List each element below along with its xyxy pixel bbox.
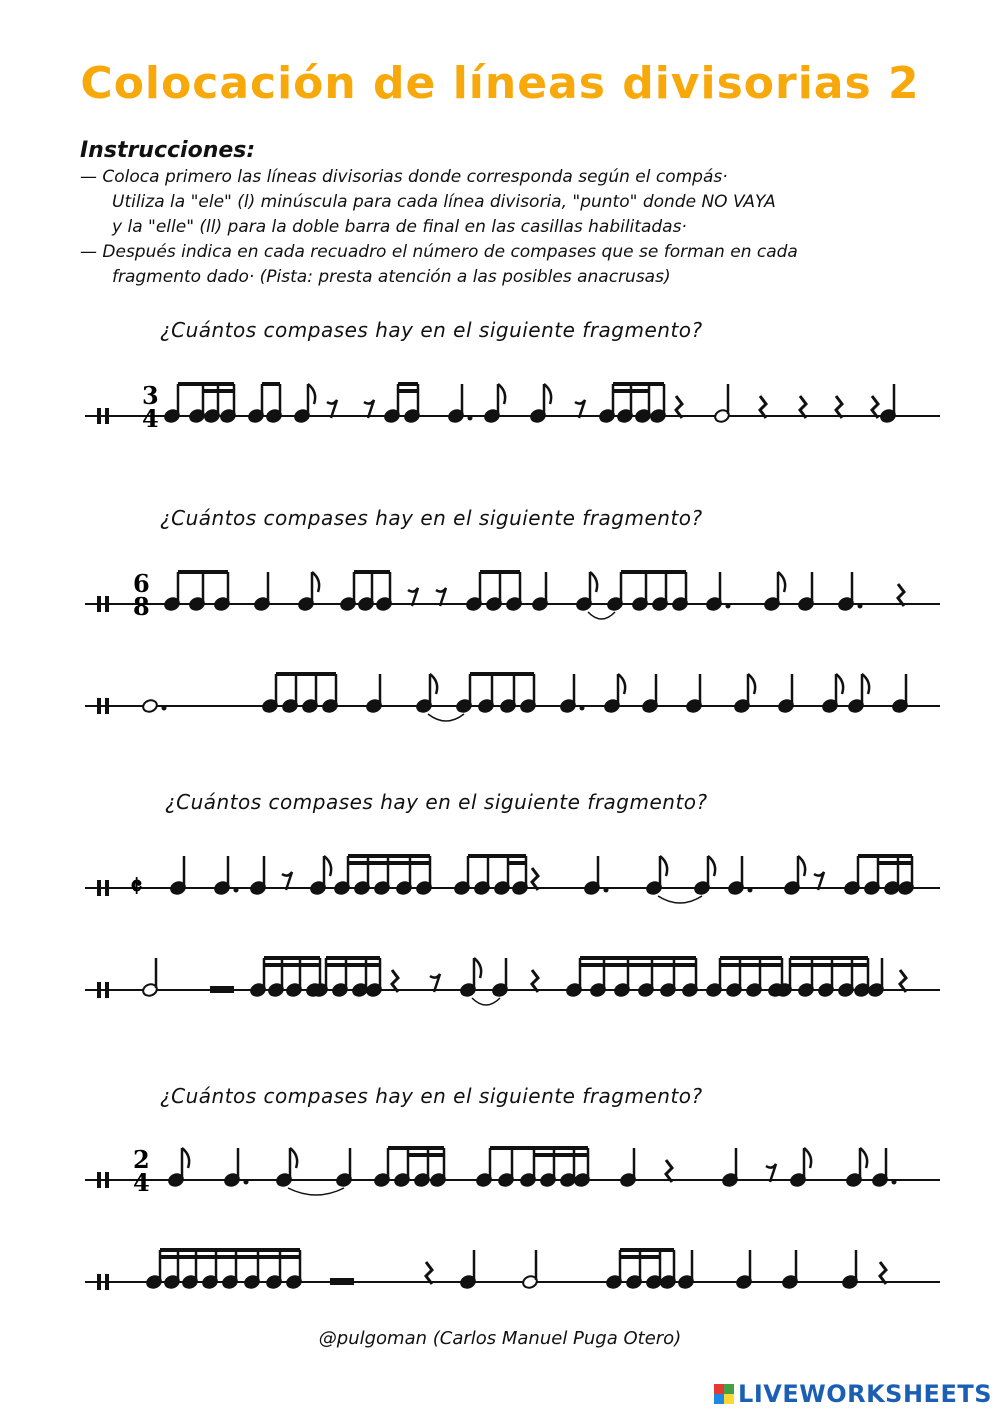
start-bar (97, 1274, 101, 1290)
start-bar (105, 1274, 109, 1290)
note-beam (262, 382, 280, 386)
quarter-rest (676, 396, 682, 418)
question-4: ¿Cuántos compases hay en el siguiente fragmento? (160, 1084, 703, 1108)
note-beam (613, 389, 649, 393)
note-dot (234, 888, 239, 893)
liveworksheets-icon (714, 1384, 734, 1404)
note-beam (470, 672, 534, 676)
tie (428, 714, 464, 721)
time-sig-top: 3 (142, 381, 159, 410)
liveworksheets-wordmark: LIVEWORKSHEETS (738, 1380, 992, 1408)
quarter-rest (532, 970, 538, 992)
note-beam (264, 963, 320, 967)
start-bar (97, 698, 101, 714)
note-beam (621, 570, 686, 574)
rhythm-staff-ex1 (0, 372, 1000, 452)
note-beam (348, 861, 430, 865)
page-title: Colocación de líneas divisorias 2 (80, 58, 920, 109)
quarter-rest (800, 396, 806, 418)
note-beam (790, 956, 868, 960)
note-beam (620, 1255, 660, 1259)
note-beam (326, 956, 380, 960)
instruction-line-2: Utiliza la "ele" (l) minúscula para cada línea divisoria, "punto" donde NO VAYA (112, 192, 776, 212)
start-bar (97, 982, 101, 998)
rhythm-staff-ex4b (0, 1238, 1000, 1318)
start-bar (97, 1172, 101, 1188)
note-dot (748, 888, 753, 893)
note-dot (580, 706, 585, 711)
note-beam (398, 382, 418, 386)
quarter-rest (900, 970, 906, 992)
start-bar (97, 880, 101, 896)
note-beam (580, 963, 696, 967)
note-beam (160, 1255, 300, 1259)
quarter-rest (666, 1160, 672, 1182)
start-bar (105, 596, 109, 612)
note-beam (354, 570, 390, 574)
time-sig-bottom: 4 (142, 404, 159, 433)
rhythm-staff-ex2b (0, 662, 1000, 742)
note-dot (468, 416, 473, 421)
rhythm-staff-ex3b (0, 946, 1000, 1026)
rhythm-staff-ex3a (0, 844, 1000, 924)
note-dot (604, 888, 609, 893)
note-dot (244, 1180, 249, 1185)
instruction-line-4: — Después indica en cada recuadro el número de compases que se forman en cada (80, 242, 798, 262)
start-bar (105, 880, 109, 896)
note-beam (468, 854, 526, 858)
quarter-rest (760, 396, 766, 418)
start-bar (105, 408, 109, 424)
note-beam (264, 956, 320, 960)
instruction-line-1: — Coloca primero las líneas divisorias donde corresponda según el compás· (80, 167, 728, 187)
start-bar (105, 1172, 109, 1188)
note-beam (480, 570, 520, 574)
question-3: ¿Cuántos compases hay en el siguiente fragmento? (165, 790, 708, 814)
quarter-rest (392, 970, 398, 992)
question-2: ¿Cuántos compases hay en el siguiente fragmento? (160, 506, 703, 530)
note-beam (534, 1153, 588, 1157)
question-1: ¿Cuántos compases hay en el siguiente fragmento? (160, 318, 703, 342)
start-bar (105, 698, 109, 714)
quarter-rest (532, 868, 538, 890)
note-beam (326, 963, 380, 967)
note-beam (203, 389, 234, 393)
quarter-rest (880, 1262, 886, 1284)
liveworksheets-logo (714, 1380, 992, 1408)
instructions (80, 138, 960, 290)
note-head (142, 698, 159, 713)
tie (588, 612, 615, 619)
quarter-rest (836, 396, 842, 418)
instructions-heading: Instrucciones: (80, 138, 256, 163)
time-sig-top: 2 (133, 1145, 150, 1174)
rhythm-staff-ex4a (0, 1136, 1000, 1216)
note-beam (160, 1248, 300, 1252)
note-beam (398, 389, 418, 393)
note-beam (178, 570, 228, 574)
start-bar (97, 408, 101, 424)
note-dot (726, 604, 731, 609)
time-sig-bottom: 4 (133, 1168, 150, 1197)
whole-rest (210, 986, 234, 993)
tie (658, 896, 702, 903)
note-beam (613, 382, 664, 386)
quarter-rest (426, 1262, 432, 1284)
note-beam (858, 854, 912, 858)
note-beam (580, 956, 696, 960)
author-credit: @pulgoman (Carlos Manuel Puga Otero) (318, 1328, 682, 1349)
instruction-line-3: y la "elle" (ll) para la doble barra de final en las casillas habilitadas· (112, 217, 687, 237)
note-beam (178, 382, 234, 386)
note-beam (348, 854, 430, 858)
rhythm-staff-ex2a (0, 560, 1000, 640)
note-dot (858, 604, 863, 609)
note-beam (276, 672, 336, 676)
note-beam (620, 1248, 674, 1252)
whole-rest (330, 1278, 354, 1285)
note-beam (508, 861, 526, 865)
quarter-rest (898, 584, 904, 606)
tie (472, 998, 500, 1005)
start-bar (105, 982, 109, 998)
note-beam (720, 963, 782, 967)
time-sig-top: 6 (133, 569, 150, 598)
note-beam (408, 1153, 444, 1157)
cut-time-symbol: 𝄵 (130, 870, 143, 903)
note-beam (490, 1146, 588, 1150)
note-beam (720, 956, 782, 960)
instruction-line-5: fragmento dado· (Pista: presta atención a las posibles anacrusas) (112, 267, 671, 287)
note-beam (790, 963, 868, 967)
note-dot (892, 1180, 897, 1185)
note-beam (878, 861, 912, 865)
start-bar (97, 596, 101, 612)
note-beam (388, 1146, 444, 1150)
note-dot (162, 706, 167, 711)
time-sig-bottom: 8 (133, 592, 150, 621)
tie (288, 1188, 344, 1195)
quarter-rest (872, 396, 878, 418)
